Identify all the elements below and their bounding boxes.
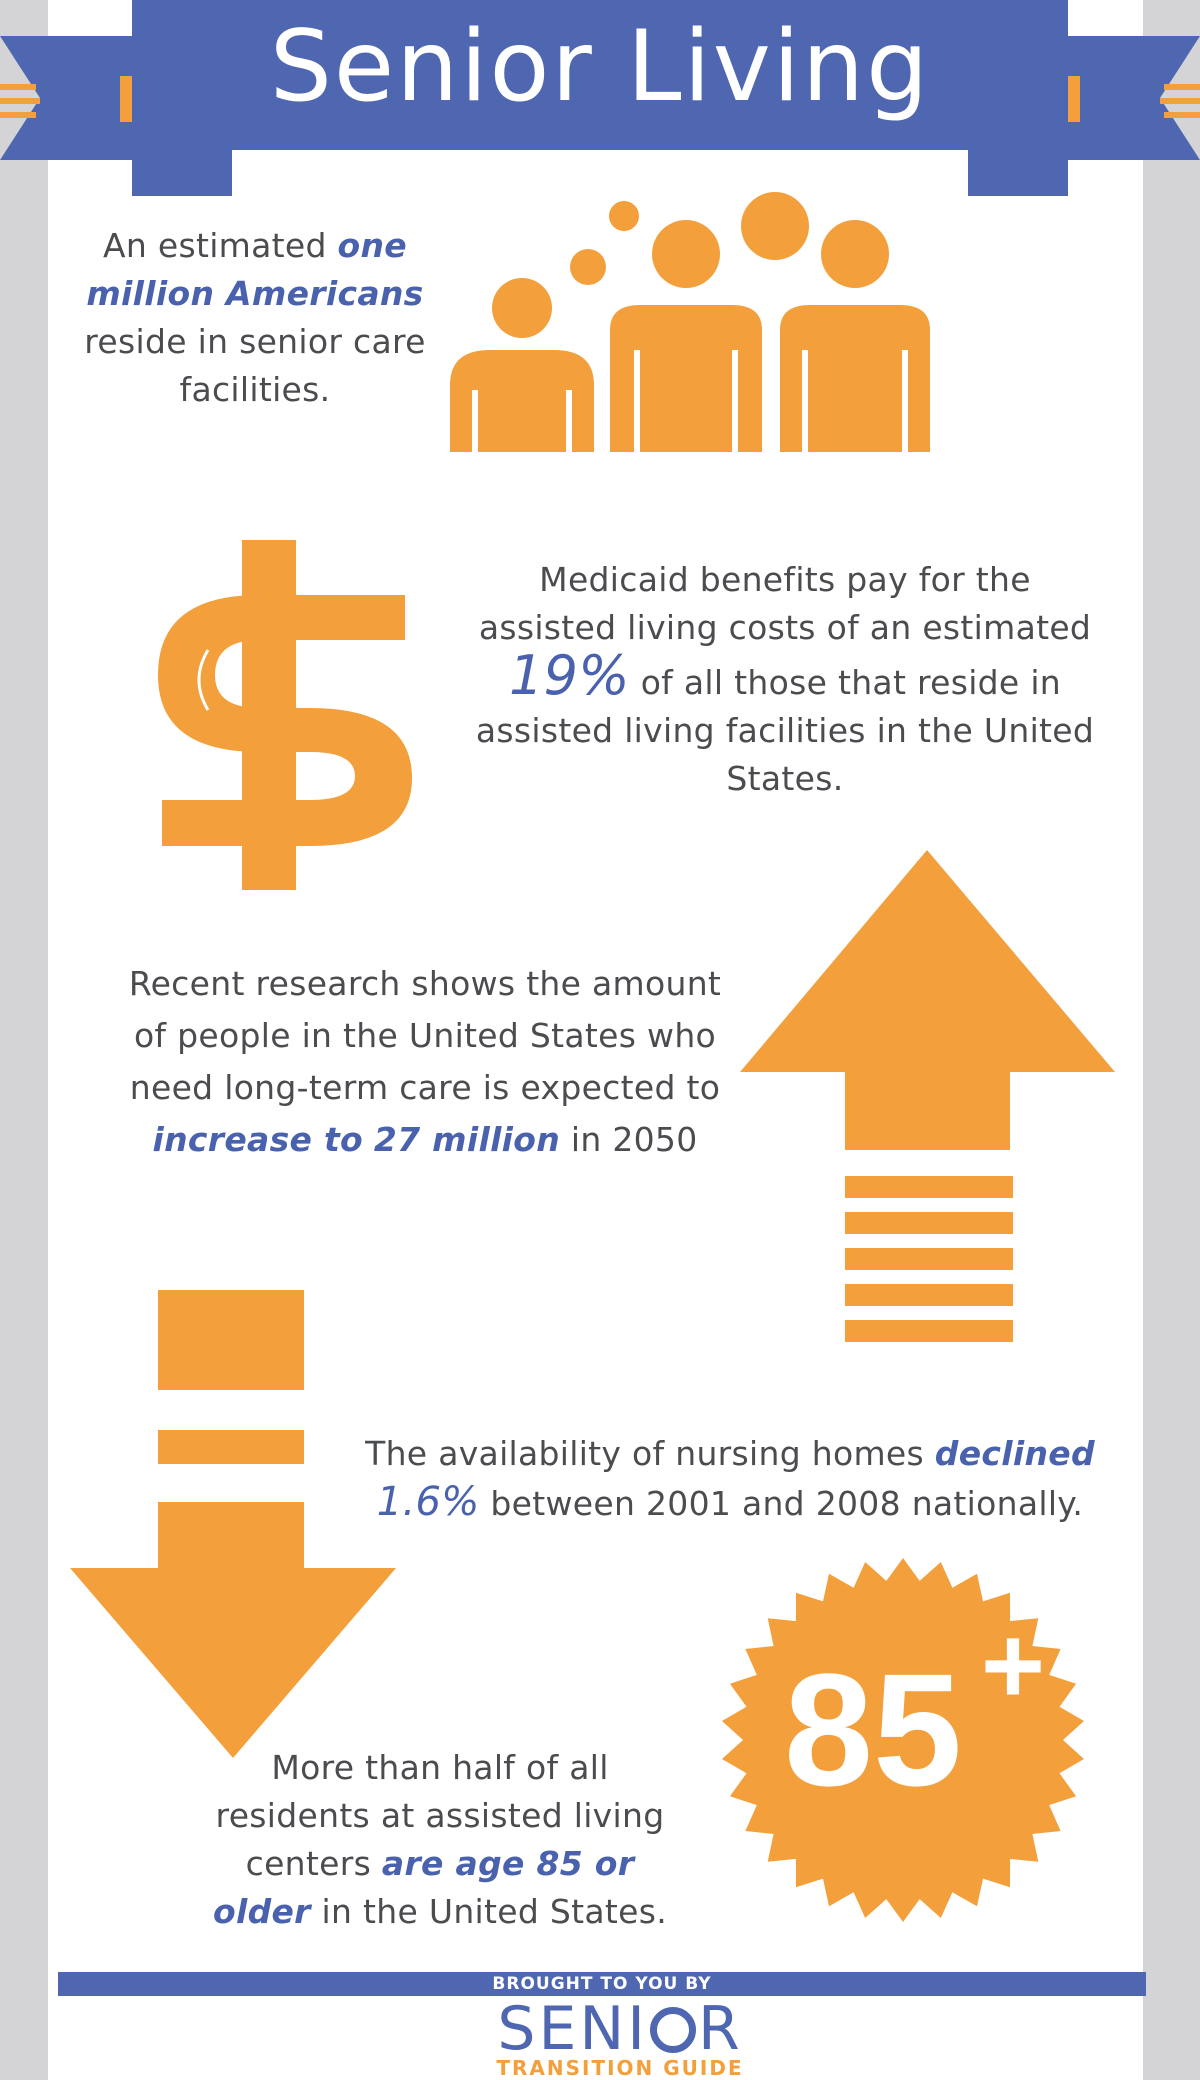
fact-text: in the United States. [310, 1892, 668, 1931]
starburst-badge-icon [718, 1555, 1088, 1925]
fact-text: Medicaid benefits pay for the assisted living costs of an estimated [478, 560, 1092, 647]
fact-text: between 2001 and 2008 nationally. [479, 1484, 1084, 1523]
fact-text: The availability of nursing homes [365, 1434, 935, 1473]
fact-text: reside in senior care facilities. [84, 322, 426, 409]
fact-long-term-care [110, 958, 740, 1166]
fact-residents [60, 222, 450, 414]
fact-medicaid [470, 556, 1100, 803]
fact-highlight: are age 85 or [381, 1844, 635, 1883]
fact-text: of all those that reside in assisted living facilities in the United States. [475, 663, 1095, 798]
footer-bar [58, 1972, 1146, 1996]
fact-age [200, 1744, 680, 1936]
logo-o-icon [650, 2007, 696, 2053]
fact-highlight: increase to [152, 1120, 364, 1159]
logo-subtitle: TRANSITION GUIDE [496, 2056, 744, 2080]
badge-number: 85 [784, 1640, 962, 1819]
fact-highlight: 1.6% [376, 1479, 480, 1525]
fact-highlight: declined [934, 1434, 1095, 1473]
footer-label: BROUGHT TO YOU BY [492, 1974, 712, 1994]
fact-highlight: older [212, 1892, 311, 1931]
logo-wordmark: SENI R [497, 1994, 743, 2064]
fact-highlight: 27 million [373, 1120, 561, 1159]
badge-plus: + [980, 1604, 1046, 1727]
title-banner [132, 0, 1068, 150]
fact-highlight: 19% [508, 644, 630, 707]
fact-nursing-homes [340, 1430, 1120, 1528]
page-title: Senior Living [269, 10, 931, 124]
arrow-up-icon [740, 850, 1115, 1350]
fact-text: An estimated [103, 226, 338, 265]
fact-text: Recent research shows the amount of people in the United States who need long-term care is expected to [128, 964, 722, 1107]
fact-text: More than half of all residents at assisted living centers [215, 1748, 665, 1883]
people-icon [450, 190, 940, 460]
dollar-icon [150, 540, 420, 890]
fact-text: in 2050 [560, 1120, 698, 1159]
fact-highlight: one million Americans [86, 226, 424, 313]
